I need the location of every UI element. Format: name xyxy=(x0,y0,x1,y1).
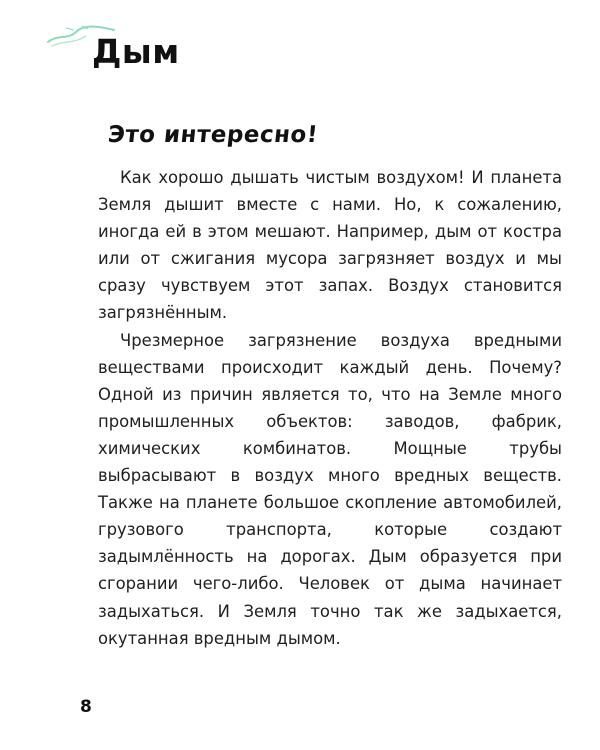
page-number: 8 xyxy=(80,697,92,717)
section-heading: Это интересно! xyxy=(106,122,320,148)
paragraph-1: Как хорошо дышать чистым воздухом! И планета Земля дышит вместе с нами. Но, к сожалению, иногда ей в этом мешают. Например, дым от костра или от сжигания мусора загрязняет воздух и мы сразу чувствуем этот запах. Воздух становится загрязнённым. xyxy=(98,168,562,323)
page-title: Дым xyxy=(92,32,180,71)
paragraph-2: Чрезмерное загрязнение воздуха вредными веществами происходит каждый день. Почему? Одной из причин является то, что на Земле много промышленных объектов: заводов, фабрик, химических комбинатов. Мощные трубы выбрасывают в воздух много вредных веществ. Также на планете большое скопление автомобилей, грузового транспорта, которые создают задымлённость на дорогах. Дым образуется при сгорании чего-либо. Человек от дыма начинает задыхаться. И Земля точно так же задыхается, окутанная вредным дымом. xyxy=(98,330,562,648)
article-body xyxy=(98,164,562,652)
